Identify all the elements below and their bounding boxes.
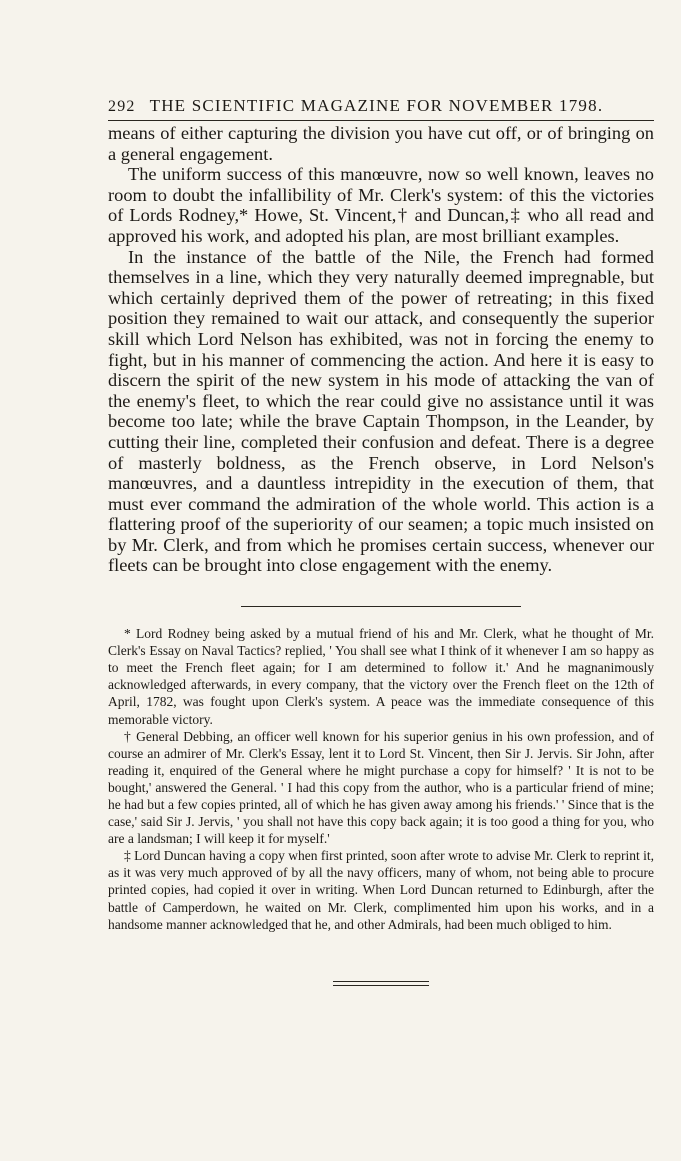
body-paragraph-3: In the instance of the battle of the Nile, the French had formed themselves in a line, which they very naturally deemed impregnable, but which certainly deprived them of the power of retreating; in this fixed position they remained to wait our attack, and consequently the superior skill which Lord Nelson has exhibited, was not in forcing the enemy to fight, but in his manner of commencing the action. And here it is easy to discern the spirit of the new system in his mode of attacking the van of the enemy's fleet, to which the rear could give no assistance until it was become too late; while the brave Captain Thompson, in the Leander, by cutting their line, completed their confusion and defeat. There is a degree of masterly boldness, as the French observe, in Lord Nelson's manœuvres, and a dauntless intrepidity in the execution of them, that must ever command the admiration of the whole world. This action is a flattering proof of the superiority of our seamen; a topic much insisted on by Mr. Clerk, and from which he promises certain success, whenever our fleets can be brought into close engagement with the enemy. (108, 246, 654, 576)
running-header (108, 96, 654, 121)
body-text (108, 123, 654, 576)
footnotes (108, 625, 654, 933)
book-page (108, 96, 654, 986)
end-rule (333, 981, 429, 986)
footnote-3: ‡ Lord Duncan having a copy when first printed, soon after wrote to advise Mr. Clerk to reprint it, as it was very much approved of by all the navy officers, many of whom, not being able to procure printed copies, had copied it over in writing. When Lord Duncan returned to Edinburgh, after the battle of Camperdown, he waited on Mr. Clerk, complimented him upon his works, and in a handsome manner acknowledged that he, and other Admirals, had been much obliged to him. (108, 848, 654, 932)
body-paragraph-2: The uniform success of this manœuvre, now so well known, leaves no room to doubt the infallibility of Mr. Clerk's system: of this the victories of Lords Rodney,* Howe, St. Vincent,† and Duncan,‡ who all read and approved his work, and adopted his plan, are most brilliant examples. (108, 164, 654, 246)
footnote-1: * Lord Rodney being asked by a mutual friend of his and Mr. Clerk, what he thought of Mr. Clerk's Essay on Naval Tactics? replied, ' You shall see what I think of it whenever I am so happy as to meet the French fleet again; for I am determined to follow it.' And he magnanimously acknowledged afterwards, in every company, that the victory over the French fleet on the 12th of April, 1782, was fought upon Clerk's system. A peace was the immediate consequence of this memorable victory. (108, 626, 654, 727)
footnote-2: † General Debbing, an officer well known for his superior genius in his own profession, and of course an admirer of Mr. Clerk's Essay, lent it to Lord St. Vincent, then Sir J. Jervis. Sir John, after reading it, enquired of the General where he might purchase a copy for himself? ' It is not to be bought,' answered the General. ' I had this copy from the author, who is a particular friend of mine; he had but a few copies printed, all of which he has given away among his friends.' ' Since that is the case,' said Sir J. Jervis, ' you shall not have this copy back again; it is too good a thing for you, who are a landsman; I will keep it for myself.' (108, 728, 654, 847)
page-number: 292 (108, 98, 136, 115)
footnote-separator (241, 606, 521, 607)
running-title: THE SCIENTIFIC MAGAZINE FOR NOVEMBER 1798. (149, 96, 604, 115)
body-paragraph-1: means of either capturing the division you have cut off, or of bringing on a general engagement. (108, 123, 654, 164)
